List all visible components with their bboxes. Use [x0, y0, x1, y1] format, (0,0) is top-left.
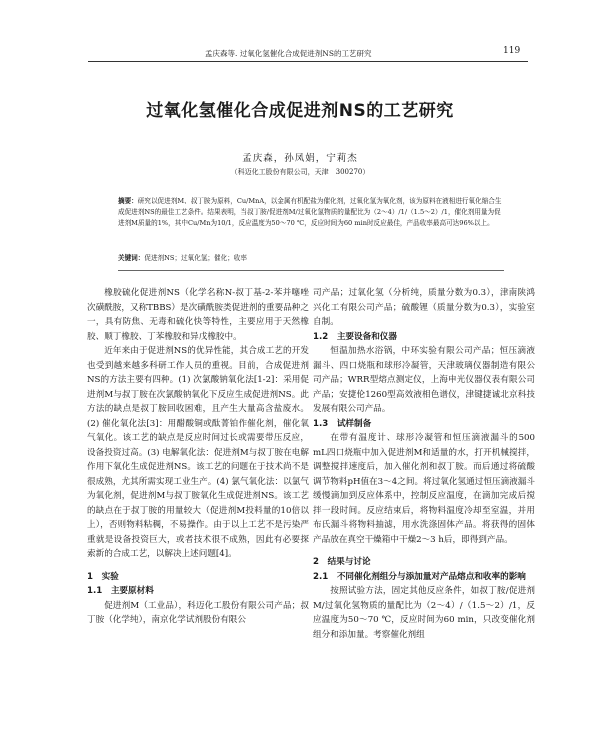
- section-heading-2-1: 2.1 不同催化剂组分与添加量对产品熔点和收率的影响: [313, 571, 526, 582]
- keywords-text: 促进剂NS；过氧化氢；催化；收率: [144, 254, 247, 262]
- running-head-text: 孟庆森等. 过氧化氢催化合成促进剂NS的工艺研究: [205, 49, 372, 58]
- section-heading-1-1: 1.1 主要原材料: [87, 586, 154, 596]
- materials-paragraph: 促进剂M（工业品），科迈化工股份有限公司产品；叔丁胺（化学纯），南京化学试剂股份有限公: [87, 600, 309, 625]
- left-column: [87, 286, 309, 628]
- abstract-label: 摘要：: [118, 197, 138, 205]
- paper-title: 过氧化氢催化合成促进剂NS的工艺研究: [146, 101, 454, 121]
- section-heading-1-2: 1.2 主要设备和仪器: [313, 331, 397, 342]
- abstract-rule: [118, 270, 504, 271]
- intro-paragraph-2: 近年来由于促进剂NS的优异性能，其合成工艺的开发也受到越来越多科研工作人员的重视。目前，合成促进剂NS的方法主要有四种。(1) 次氯酸钠氧化法[1-2]：采用促进剂M与叔丁胺在次氯酸钠氧化下反应生成促进剂NS。此方法的缺点是叔丁胺回收困难，且产生大量高含盐废水。(2) 催化氧化法[3]：用醋酸铜或酞菁铂作催化剂，催化氧气氧化。该工艺的缺点是反应时间过长或需要带压反应，设备投资过高。(3) 电解氧化法：促进剂M与叔丁胺在电解作用下氧化生成促进剂NS。该工艺的问题在于技术尚不是很成熟，尤其所需实现工业生产。(4) 氯气氧化法：以氯气为氧化剂，促进剂M与叔丁胺氧化生成促进剂NS。该工艺的缺点在于叔丁胺的用量较大（促进剂M投料量的10倍以上），否则物料粘稠，不易操作。由于以上工艺不是污染严重就是设备投资巨大，或者技术很不成熟，因此有必要探索新的合成工艺，以解决上述问题[4]。: [87, 346, 309, 559]
- running-head: [0, 46, 600, 60]
- intro-paragraph-1: 橡胶硫化促进剂NS（化学名称N-叔丁基-2-苯并噻唑次磺酰胺，又称TBBS）是次磺酰胺类促进剂的重要品种之一，具有防焦、无毒和硫化快等特性，主要应用于天然橡胶、顺丁橡胶、丁苯橡胶和异戊橡胶中。: [87, 288, 309, 342]
- keywords: [118, 252, 504, 262]
- affiliation: （科迈化工股份有限公司，天津 300270）: [230, 168, 370, 176]
- materials-continued: 司产品；过氧化氢（分析纯，质量分数为0.3），津南陕鸿兴化工有限公司产品；硫酸锂（质量分数为0.3），实验室自制。: [313, 288, 535, 327]
- page-number: 119: [503, 46, 521, 56]
- section-heading-2: 2 结果与讨论: [313, 557, 371, 567]
- authors: 孟庆森，孙凤娟，宁莉杰: [242, 153, 358, 164]
- preparation-paragraph: 在带有温度计、球形冷凝管和恒压滴液漏斗的500 mL四口烧瓶中加入促进剂M和适量的水，打开机械搅拌，调整搅拌速度后，加入催化剂和叔丁胺。而后通过将硫酸调节物料pH值在3～4之间。将过氧化氢通过恒压滴液漏斗缓慢滴加到反应体系中，控制反应温度，在滴加完成后搅拌一段时间。反应结束后，将物料温度冷却至室温，并用布氏漏斗将物料抽滤，用水洗涤固体产品。将获得的固体产品放在真空干燥箱中干燥2～3 h后，即得到产品。: [313, 433, 535, 545]
- right-column: [313, 286, 535, 642]
- section-heading-1-3: 1.3 试样制备: [313, 418, 372, 429]
- abstract: [118, 196, 504, 229]
- abstract-text: 研究以促进剂M、叔丁胺为原料，Cu/MnA，以金属有机配盐为催化剂，过氧化氢为氧化剂，该为原料在液相进行氧化缩合生成促进剂NS的最佳工艺条件。结果表明，当叔丁胺/促进剂M/过氧化氢物质的量配比为（2～4）/1/（1.5～2）/1，催化剂用量为促进剂M质量的1%，其中Cu/Mn为10/1，反应温度为50～70 ℃，反应时间为60 min时反应最佳，产品收率最高可达96%以上。: [118, 197, 502, 227]
- section-heading-1: 1 实验: [87, 571, 119, 582]
- header-rule: [88, 61, 528, 62]
- equipment-paragraph: 恒温加热水浴锅，中环实验有限公司产品；恒压滴液漏斗、四口烧瓶和球形冷凝管，天津玻璃仪器制造有限公司产品；WRR型熔点测定仪，上海申光仪器仪表有限公司产品；安捷伦1260型高效液相色谱仪，津键捷诚北京科技发展有限公司产品。: [313, 346, 535, 414]
- keywords-label: 关键词：: [118, 254, 145, 262]
- results-paragraph: 按照试验方法，固定其他反应条件，如叔丁胺/促进剂M/过氧化氢物质的量配比为（2～4）/（1.5～2）/1，反应温度为50～70 ℃，反应时间为60 min，只改变催化剂组分和添加量。考察催化剂组: [313, 586, 535, 640]
